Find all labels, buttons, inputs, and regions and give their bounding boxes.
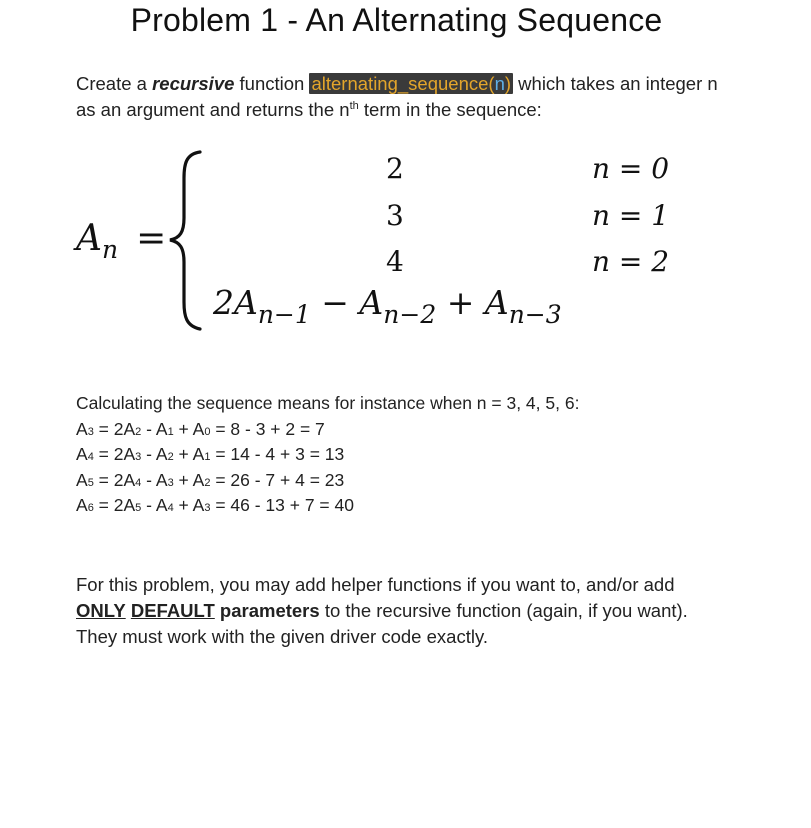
intro-text-3: which takes an integer n as an argument and returns the n (76, 73, 718, 120)
calc-line: $A_5 = 2A_4 - A_3 + A_2 = 26 - 7 + 4 = 23$ (76, 469, 345, 490)
recursive-case: $2A_{n-1} - A_{n-2} + A_{n-3}$ (213, 283, 562, 329)
case-condition-1: n = 1 (592, 199, 670, 232)
intro-text-1: Create a (76, 73, 153, 94)
calc-line: $A_3 = 2A_2 - A_1 + A_0 = 8 - 3 + 2 = 7$ (76, 418, 325, 439)
formula-lhs: $A_n$ = (76, 218, 167, 264)
intro-paragraph (76, 71, 726, 123)
calculation-block (76, 391, 579, 519)
case-condition-0: n = 0 (592, 152, 670, 185)
default-emphasis: DEFAULT (130, 600, 215, 621)
case-value-0: 2 (386, 152, 404, 185)
calc-intro: Calculating the sequence means for instance when n = 3, 4, 5, 6: (76, 393, 580, 413)
intro-text-2: function (234, 73, 310, 94)
only-emphasis: ONLY (76, 600, 126, 621)
case-condition-2: n = 2 (592, 245, 670, 278)
recursive-emphasis: recursive (152, 73, 235, 94)
intro-text-4: term in the sequence: (358, 99, 542, 120)
case-value-1: 3 (386, 199, 404, 232)
calc-line: $A_6 = 2A_5 - A_4 + A_3 = 46 - 13 + 7 = 40$ (76, 495, 354, 515)
page-title: Problem 1 - An Alternating Sequence (130, 2, 663, 38)
parameters-emphasis: parameters (214, 600, 320, 621)
case-value-2: 4 (386, 245, 404, 278)
superscript-th: th (349, 100, 359, 112)
calc-line: $A_4 = 2A_3 - A_2 + A_1 = 14 - 4 + 3 = 13$ (76, 444, 345, 464)
function-name-code: alternating_sequence(n) (311, 73, 512, 94)
left-brace-icon (160, 148, 208, 333)
equals-sign: = (136, 218, 167, 259)
function-arg: n (494, 73, 505, 94)
footer-paragraph: For this problem, you may add helper functions if you want to, and/or add ONLY DEFAULT parameters to the recursive function (again, if you want). They must work with the given driver code exactly. (76, 574, 688, 647)
